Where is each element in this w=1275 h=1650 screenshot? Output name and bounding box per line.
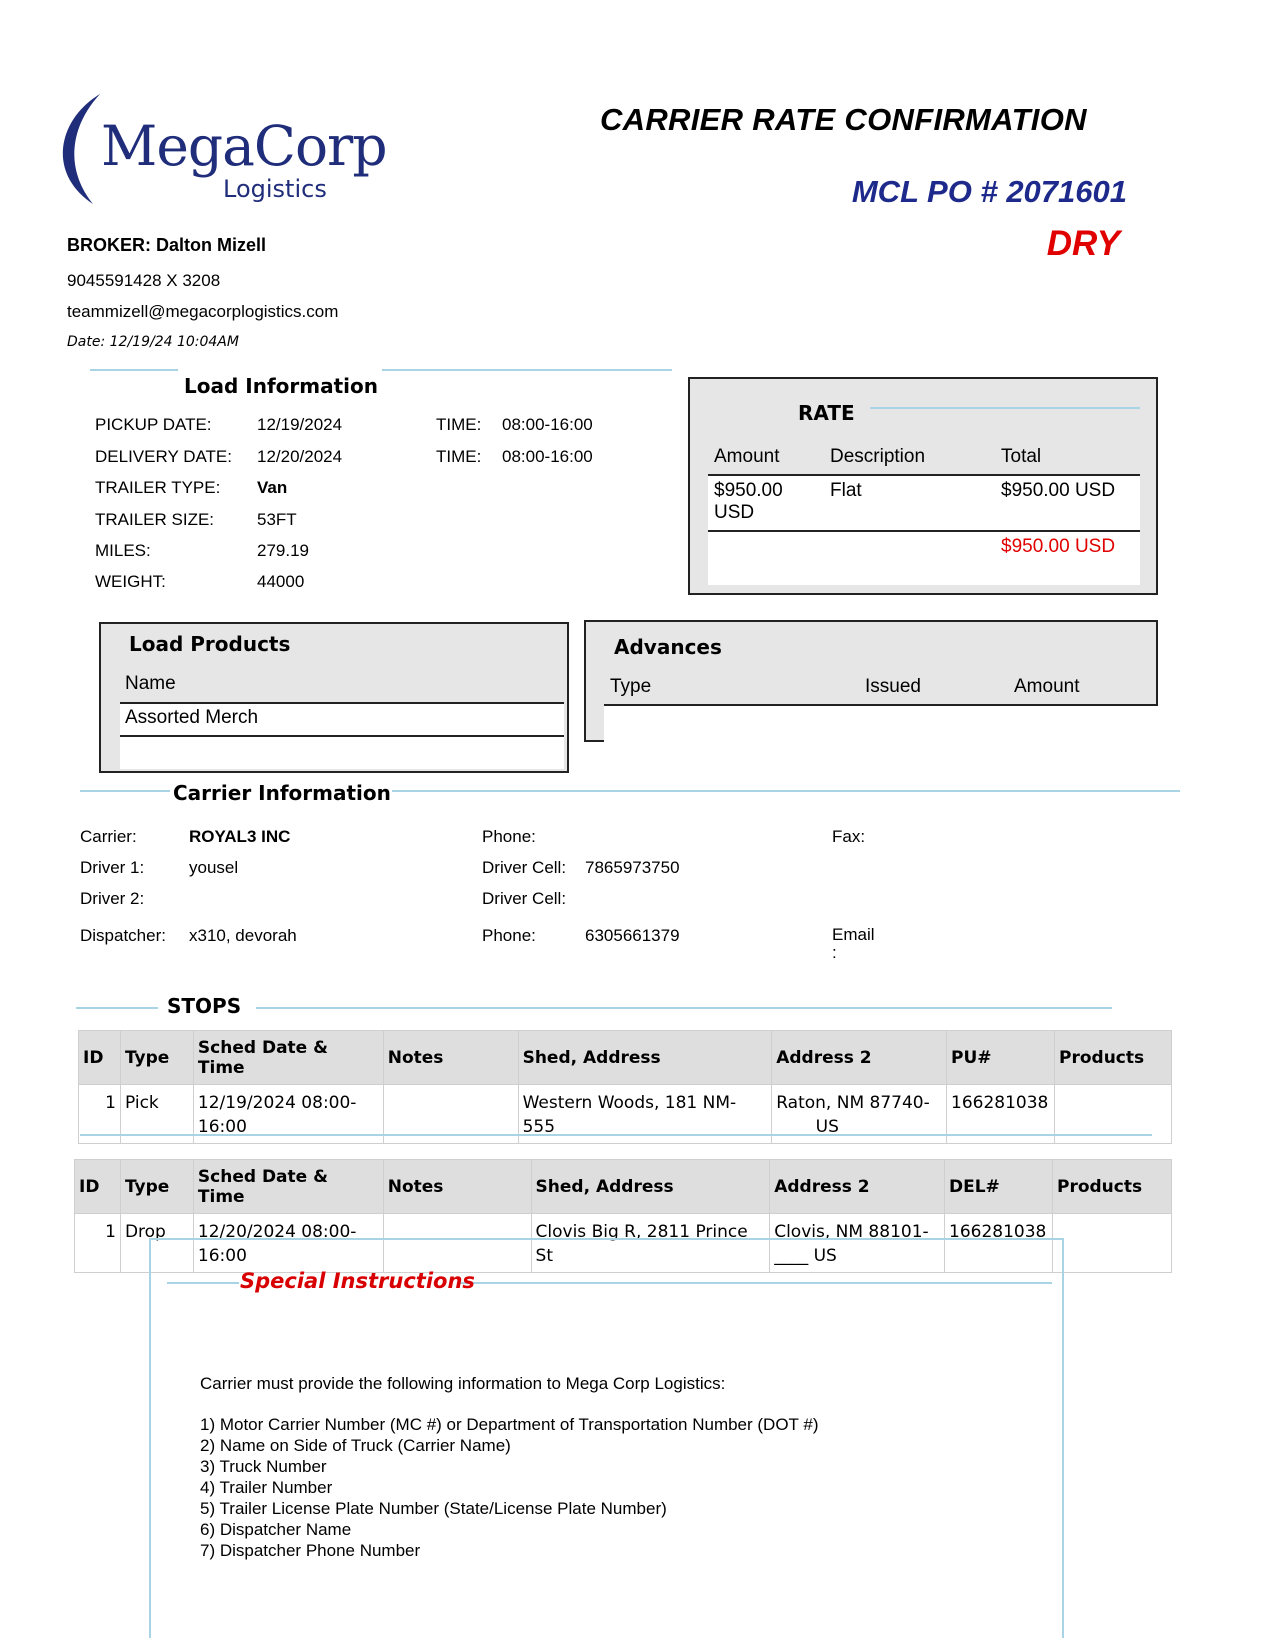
rate-col-total: Total bbox=[1001, 446, 1042, 467]
list-item: 5) Trailer License Plate Number (State/License Plate Number) bbox=[200, 1499, 667, 1518]
divider bbox=[76, 1007, 158, 1009]
list-item: 2) Name on Side of Truck (Carrier Name) bbox=[200, 1436, 511, 1455]
load-products-title: Load Products bbox=[129, 632, 291, 656]
col-sched: Sched Date & Time bbox=[193, 1031, 383, 1085]
dispatcher-phone-label: Phone: bbox=[482, 926, 536, 945]
dispatcher-label: Dispatcher: bbox=[80, 926, 166, 945]
driver-cell: 7865973750 bbox=[585, 858, 680, 877]
rate-col-description: Description bbox=[830, 446, 926, 467]
logo-main-text: MegaCorp bbox=[101, 114, 387, 178]
pickup-date-label: PICKUP DATE: bbox=[95, 415, 212, 434]
stop-sched-line1: 12/20/2024 08:00- bbox=[197, 1222, 357, 1242]
delivery-time-label: TIME: bbox=[436, 447, 482, 466]
pick-stops-table bbox=[78, 1030, 1172, 1144]
stop-address2-line1: Raton, NM 87740- bbox=[776, 1093, 930, 1113]
stop-products bbox=[1052, 1214, 1171, 1273]
divider bbox=[120, 702, 564, 704]
list-item: 1) Motor Carrier Number (MC #) or Department of Transportation Number (DOT #) bbox=[200, 1415, 819, 1434]
divider bbox=[708, 474, 1140, 476]
stop-sched-line2: 16:00 bbox=[197, 1246, 247, 1266]
instructions-list bbox=[200, 1414, 818, 1561]
stop-address: Western Woods, 181 NM-555 bbox=[518, 1085, 772, 1144]
advances-box bbox=[584, 620, 1158, 742]
pickup-date: 12/19/2024 bbox=[257, 415, 343, 434]
col-id: ID bbox=[75, 1160, 121, 1214]
carrier-name: ROYAL3 INC bbox=[189, 827, 291, 846]
advances-col-issued: Issued bbox=[865, 676, 921, 697]
carrier-fax-label: Fax: bbox=[832, 827, 866, 846]
delivery-date-label: DELIVERY DATE: bbox=[95, 447, 232, 466]
trailer-type: Van bbox=[257, 478, 288, 497]
delivery-time: 08:00-16:00 bbox=[502, 447, 593, 466]
instructions-intro: Carrier must provide the following information to Mega Corp Logistics: bbox=[200, 1374, 726, 1393]
stop-pu-number: 166281038 bbox=[947, 1085, 1055, 1144]
col-address2: Address 2 bbox=[772, 1031, 947, 1085]
divider bbox=[167, 1282, 239, 1284]
pickup-time-label: TIME: bbox=[436, 415, 482, 434]
table-header-row bbox=[75, 1160, 1172, 1214]
rate-grand-total: $950.00 USD bbox=[1001, 536, 1116, 557]
list-item: 6) Dispatcher Name bbox=[200, 1520, 352, 1539]
col-address2: Address 2 bbox=[770, 1160, 945, 1214]
list-item: 7) Dispatcher Phone Number bbox=[200, 1541, 421, 1560]
stop-address2-line2: ____ US bbox=[776, 1117, 839, 1137]
dispatcher-email-colon: : bbox=[832, 943, 837, 962]
po-number: MCL PO # 2071601 bbox=[851, 174, 1127, 209]
carrier-label: Carrier: bbox=[80, 827, 137, 846]
product-item: Assorted Merch bbox=[125, 707, 259, 728]
col-address: Shed, Address bbox=[531, 1160, 770, 1214]
list-item: 3) Truck Number bbox=[200, 1457, 327, 1476]
stop-sched-line2: 16:00 bbox=[197, 1117, 247, 1137]
col-notes: Notes bbox=[383, 1031, 518, 1085]
driver2-label: Driver 2: bbox=[80, 889, 145, 908]
rate-box bbox=[688, 377, 1158, 595]
driver2-cell-label: Driver Cell: bbox=[482, 889, 567, 908]
broker-label: BROKER: bbox=[67, 235, 151, 255]
divider bbox=[460, 1282, 1052, 1284]
rate-description: Flat bbox=[830, 480, 862, 501]
stop-type: Pick bbox=[120, 1085, 193, 1144]
miles-label: MILES: bbox=[95, 541, 151, 560]
stops-title: STOPS bbox=[167, 994, 242, 1018]
advances-col-amount: Amount bbox=[1014, 676, 1080, 697]
dispatcher-email bbox=[832, 926, 875, 962]
document-title: CARRIER RATE CONFIRMATION bbox=[600, 102, 1087, 137]
dispatcher-phone: 6305661379 bbox=[585, 926, 680, 945]
col-type: Type bbox=[120, 1160, 193, 1214]
trailer-size: 53FT bbox=[257, 510, 297, 529]
weight-label: WEIGHT: bbox=[95, 572, 166, 591]
dispatcher-email-label: Email bbox=[832, 925, 875, 944]
advances-title: Advances bbox=[614, 635, 722, 659]
divider bbox=[90, 369, 178, 371]
broker-name: Dalton Mizell bbox=[156, 235, 267, 255]
broker-phone: 9045591428 X 3208 bbox=[67, 271, 221, 290]
driver1-name: yousel bbox=[189, 858, 239, 877]
divider bbox=[80, 1134, 1152, 1136]
divider bbox=[392, 790, 1180, 792]
weight: 44000 bbox=[257, 572, 305, 591]
miles: 279.19 bbox=[257, 541, 309, 560]
stop-id: 1 bbox=[75, 1214, 121, 1273]
divider bbox=[120, 735, 564, 737]
broker-email[interactable]: teammizell@megacorplogistics.com bbox=[67, 302, 339, 321]
carrier-phone-label: Phone: bbox=[482, 827, 536, 846]
stop-type: Drop bbox=[120, 1214, 193, 1273]
col-type: Type bbox=[120, 1031, 193, 1085]
document-date: Date: 12/19/24 10:04AM bbox=[67, 334, 239, 350]
table-header-row bbox=[79, 1031, 1172, 1085]
stop-id: 1 bbox=[79, 1085, 121, 1144]
rate-amount-currency: USD bbox=[714, 502, 755, 523]
load-info-title: Load Information bbox=[184, 374, 378, 398]
special-instructions-title: Special Instructions bbox=[240, 1269, 475, 1293]
divider bbox=[708, 530, 1140, 532]
trailer-type-label: TRAILER TYPE: bbox=[95, 478, 221, 497]
divider bbox=[382, 369, 672, 371]
driver1-label: Driver 1: bbox=[80, 858, 145, 877]
col-sched: Sched Date & Time bbox=[193, 1160, 383, 1214]
stop-address2-line2: ____ US bbox=[774, 1246, 837, 1266]
carrier-info-title: Carrier Information bbox=[173, 781, 391, 805]
driver-cell-label: Driver Cell: bbox=[482, 858, 567, 877]
delivery-date: 12/20/2024 bbox=[257, 447, 343, 466]
col-id: ID bbox=[79, 1031, 121, 1085]
divider bbox=[256, 1007, 1112, 1009]
col-address: Shed, Address bbox=[518, 1031, 772, 1085]
col-notes: Notes bbox=[383, 1160, 531, 1214]
stop-sched-line1: 12/19/2024 08:00- bbox=[197, 1093, 357, 1113]
divider bbox=[604, 704, 1158, 706]
divider bbox=[870, 407, 1140, 409]
dispatcher-name: x310, devorah bbox=[189, 926, 297, 945]
pickup-time: 08:00-16:00 bbox=[502, 415, 593, 434]
trailer-mode-badge: DRY bbox=[1046, 224, 1120, 263]
divider bbox=[80, 790, 170, 792]
col-pu-number: PU# bbox=[947, 1031, 1055, 1085]
rate-total: $950.00 USD bbox=[1001, 480, 1116, 501]
load-products-box bbox=[99, 622, 569, 773]
col-products: Products bbox=[1055, 1031, 1172, 1085]
logo-sub-text: Logistics bbox=[223, 175, 327, 203]
broker-line bbox=[67, 235, 266, 256]
col-del-number: DEL# bbox=[945, 1160, 1053, 1214]
col-products: Products bbox=[1052, 1160, 1171, 1214]
rate-amount-value: $950.00 bbox=[714, 480, 783, 501]
trailer-size-label: TRAILER SIZE: bbox=[95, 510, 215, 529]
products-col-name: Name bbox=[125, 673, 176, 694]
stop-address2-line1: Clovis, NM 88101- bbox=[774, 1222, 929, 1242]
list-item: 4) Trailer Number bbox=[200, 1478, 333, 1497]
advances-col-type: Type bbox=[610, 676, 652, 697]
stop-address: Clovis Big R, 2811 Prince St bbox=[531, 1214, 770, 1273]
stop-del-number: 166281038 bbox=[945, 1214, 1053, 1273]
rate-col-amount: Amount bbox=[714, 446, 780, 467]
rate-amount bbox=[714, 480, 783, 524]
advances-table-body bbox=[604, 705, 1158, 742]
rate-title: RATE bbox=[798, 401, 855, 425]
company-logo bbox=[55, 92, 385, 217]
